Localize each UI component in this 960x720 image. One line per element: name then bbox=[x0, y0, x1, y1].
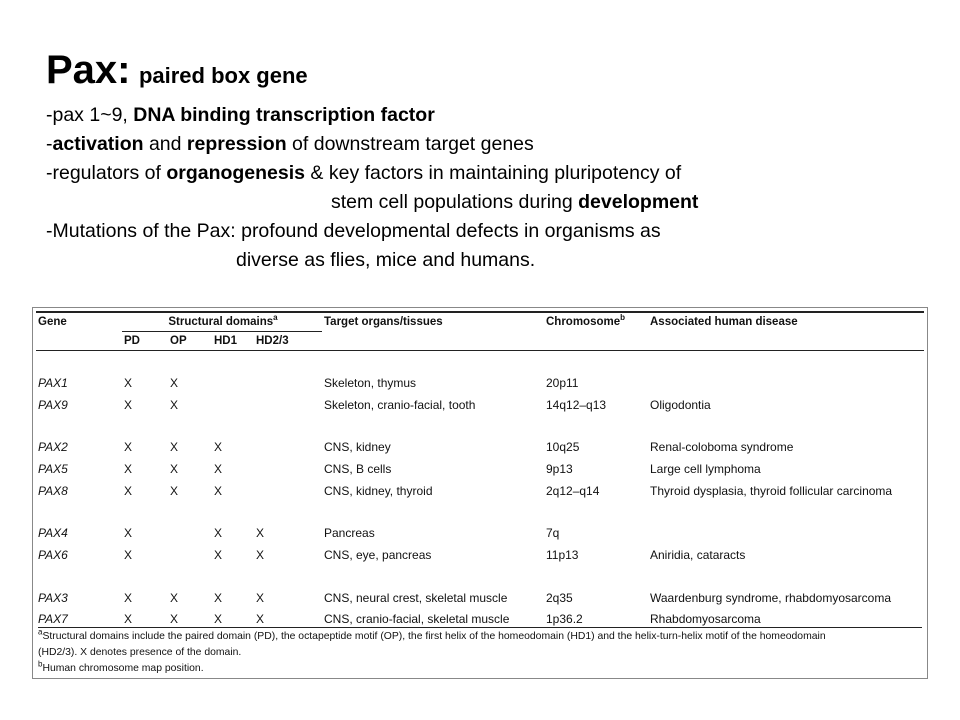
header-op: OP bbox=[170, 335, 187, 347]
pax-gene-table bbox=[36, 313, 924, 630]
footnote-a bbox=[38, 629, 922, 645]
table-row bbox=[36, 458, 924, 480]
cell-gene: PAX2 bbox=[38, 440, 68, 455]
text-run: stem cell populations during bbox=[331, 191, 579, 213]
group-spacer bbox=[36, 501, 924, 522]
cell-op: X bbox=[170, 440, 179, 455]
bullet-line bbox=[46, 217, 946, 246]
title-main: Pax: bbox=[46, 48, 131, 92]
bullet-line bbox=[46, 159, 946, 188]
cell-hd1: X bbox=[214, 483, 223, 498]
cell-hd1 bbox=[212, 372, 254, 394]
bold-text-run: activation bbox=[52, 133, 144, 155]
cell-pd: X bbox=[124, 590, 133, 605]
cell-pd: X bbox=[124, 526, 133, 541]
header-blank bbox=[648, 332, 924, 351]
header-structural-domains bbox=[122, 313, 322, 332]
header-pd: PD bbox=[124, 335, 140, 347]
cell-pd: X bbox=[124, 547, 133, 562]
cell-op: X bbox=[170, 461, 179, 476]
cell-chromosome: 7q bbox=[546, 526, 560, 541]
cell-gene: PAX6 bbox=[38, 547, 68, 562]
cell-op: X bbox=[170, 590, 179, 605]
cell-gene: PAX8 bbox=[38, 483, 68, 498]
footnote-mark-a: a bbox=[273, 313, 278, 323]
cell-op: X bbox=[170, 483, 179, 498]
table-row bbox=[36, 372, 924, 394]
cell-chromosome: 2q12–q14 bbox=[546, 483, 600, 498]
cell-chromosome: 10q25 bbox=[546, 440, 580, 455]
table-body bbox=[36, 351, 924, 631]
cell-hd1 bbox=[212, 394, 254, 416]
cell-op: X bbox=[170, 612, 179, 627]
title-subtitle: paired box gene bbox=[138, 63, 308, 88]
spacer-cell bbox=[36, 566, 924, 587]
cell-op bbox=[168, 544, 212, 566]
cell-pd: X bbox=[124, 440, 133, 455]
cell-op bbox=[168, 522, 212, 544]
cell-chromosome: 1p36.2 bbox=[546, 612, 583, 627]
cell-hd23: X bbox=[256, 526, 265, 541]
cell-pd: X bbox=[124, 612, 133, 627]
table-row bbox=[36, 394, 924, 416]
cell-hd23 bbox=[254, 372, 322, 394]
header-hd23: HD2/3 bbox=[256, 335, 289, 347]
cell-pd: X bbox=[124, 461, 133, 476]
text-run: -pax 1~9, bbox=[46, 104, 134, 126]
text-run: -Mutations of the Pax: profound developmental defects in organisms as bbox=[46, 220, 661, 242]
text-run: diverse as flies, mice and humans. bbox=[236, 249, 536, 271]
header-hd1: HD1 bbox=[214, 335, 238, 347]
bullet-line-continued bbox=[46, 246, 946, 275]
footnote-b-line: Human chromosome map position. bbox=[42, 663, 204, 674]
cell-target: CNS, eye, pancreas bbox=[324, 547, 432, 562]
cell-op: X bbox=[170, 397, 179, 412]
group-spacer bbox=[36, 351, 924, 373]
footnote-a-cont: (HD2/3). X denotes presence of the domain. bbox=[38, 647, 242, 658]
cell-disease: Rhabdomyosarcoma bbox=[650, 612, 761, 627]
cell-hd23 bbox=[254, 458, 322, 480]
spacer-cell bbox=[36, 501, 924, 522]
cell-hd1: X bbox=[214, 612, 223, 627]
group-spacer bbox=[36, 566, 924, 587]
bullet-line-continued bbox=[46, 188, 946, 217]
text-run: & key factors in maintaining pluripotency of bbox=[305, 162, 682, 184]
cell-gene: PAX1 bbox=[38, 375, 68, 390]
cell-target: CNS, kidney bbox=[324, 440, 391, 455]
text-run: - bbox=[46, 133, 53, 155]
cell-disease: Thyroid dysplasia, thyroid follicular carcinoma bbox=[650, 483, 893, 498]
text-run: -regulators of bbox=[46, 162, 167, 184]
cell-chromosome: 11p13 bbox=[546, 547, 579, 562]
cell-target: Pancreas bbox=[324, 526, 375, 541]
header-target: Target organs/tissues bbox=[324, 316, 443, 329]
header-blank bbox=[36, 332, 122, 351]
cell-chromosome: 20p11 bbox=[546, 375, 579, 390]
cell-gene: PAX9 bbox=[38, 397, 68, 412]
text-run: and bbox=[143, 133, 187, 155]
cell-hd23: X bbox=[256, 590, 265, 605]
cell-target: CNS, neural crest, skeletal muscle bbox=[324, 590, 508, 605]
footnote-b bbox=[38, 661, 922, 677]
header-structural-domains-label: Structural domains bbox=[168, 316, 274, 328]
cell-target: CNS, B cells bbox=[324, 461, 392, 476]
cell-pd: X bbox=[124, 483, 133, 498]
cell-disease: Waardenburg syndrome, rhabdomyosarcoma bbox=[650, 590, 892, 605]
table-row bbox=[36, 436, 924, 458]
header-blank bbox=[544, 332, 648, 351]
cell-op: X bbox=[170, 375, 179, 390]
footnote-b-mark: b bbox=[38, 659, 43, 669]
spacer-cell bbox=[36, 351, 924, 373]
cell-hd1: X bbox=[214, 440, 223, 455]
cell-target: Skeleton, cranio-facial, tooth bbox=[324, 397, 476, 412]
cell-gene: PAX7 bbox=[38, 612, 68, 627]
cell-hd1: X bbox=[214, 461, 223, 476]
footnote-mark-b: b bbox=[620, 313, 626, 323]
slide-text bbox=[46, 48, 946, 275]
cell-hd23 bbox=[254, 436, 322, 458]
cell-hd1: X bbox=[214, 526, 223, 541]
cell-target: CNS, kidney, thyroid bbox=[324, 483, 433, 498]
bold-text-run: DNA binding transcription factor bbox=[133, 104, 435, 126]
header-disease: Associated human disease bbox=[650, 316, 798, 329]
cell-disease: Large cell lymphoma bbox=[650, 461, 761, 476]
cell-hd23: X bbox=[256, 612, 265, 627]
spacer-cell bbox=[36, 415, 924, 436]
header-chromosome bbox=[544, 313, 648, 332]
bold-text-run: repression bbox=[186, 133, 287, 155]
table-footnotes bbox=[38, 627, 922, 677]
cell-disease bbox=[648, 372, 924, 394]
cell-gene: PAX3 bbox=[38, 590, 68, 605]
cell-hd1: X bbox=[214, 547, 223, 562]
cell-chromosome: 2q35 bbox=[546, 590, 573, 605]
cell-hd1: X bbox=[214, 590, 223, 605]
cell-hd23 bbox=[254, 480, 322, 502]
table-row bbox=[36, 522, 924, 544]
group-spacer bbox=[36, 415, 924, 436]
cell-disease bbox=[648, 522, 924, 544]
cell-hd23 bbox=[254, 394, 322, 416]
table-row bbox=[36, 587, 924, 609]
table-row bbox=[36, 544, 924, 566]
cell-disease: Renal-coloboma syndrome bbox=[650, 440, 794, 455]
footnote-a-line1: Structural domains include the paired domain (PD), the octapeptide motif (OP), the first helix of the homeodomain (HD1) and the helix-turn-helix motif of the homeodomain bbox=[42, 631, 826, 642]
cell-chromosome: 14q12–q13 bbox=[546, 397, 607, 412]
cell-gene: PAX5 bbox=[38, 461, 68, 476]
cell-disease: Oligodontia bbox=[650, 397, 711, 412]
header-chromosome-label: Chromosome bbox=[546, 316, 621, 329]
cell-gene: PAX4 bbox=[38, 526, 68, 541]
cell-chromosome: 9p13 bbox=[546, 461, 573, 476]
bullet-line bbox=[46, 101, 946, 130]
cell-target: Skeleton, thymus bbox=[324, 375, 417, 390]
header-gene: Gene bbox=[38, 316, 67, 329]
bold-text-run: development bbox=[578, 191, 699, 213]
bullet-line bbox=[46, 130, 946, 159]
text-run: of downstream target genes bbox=[286, 133, 534, 155]
slide-title bbox=[46, 48, 946, 101]
bold-text-run: organogenesis bbox=[166, 162, 306, 184]
header-blank bbox=[322, 332, 544, 351]
cell-pd: X bbox=[124, 375, 133, 390]
cell-pd: X bbox=[124, 397, 133, 412]
cell-target: CNS, cranio-facial, skeletal muscle bbox=[324, 612, 510, 627]
footnote-a-mark: a bbox=[38, 627, 43, 637]
table-row bbox=[36, 480, 924, 502]
cell-hd23: X bbox=[256, 547, 265, 562]
cell-disease: Aniridia, cataracts bbox=[650, 547, 746, 562]
